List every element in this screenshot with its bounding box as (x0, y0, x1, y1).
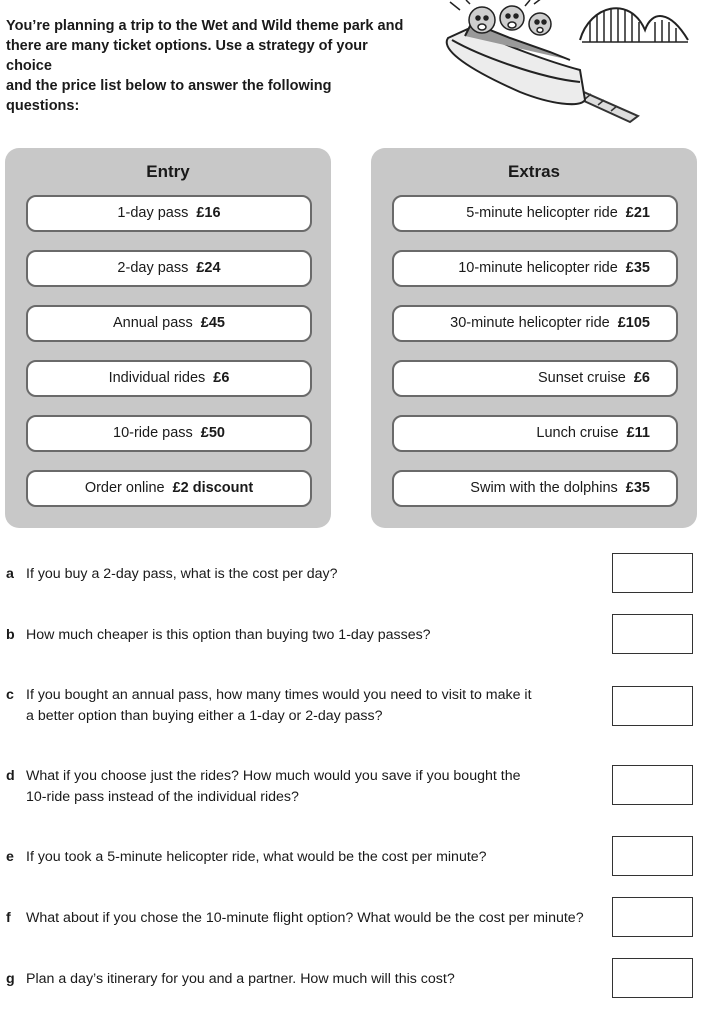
entry-item-label: 2-day pass (117, 260, 189, 276)
extras-item-label: Swim with the dolphins (470, 480, 618, 496)
extras-item-price: £11 (626, 425, 650, 441)
entry-item-price: £6 (213, 370, 230, 386)
question-line: How much cheaper is this option than buying two 1-day passes? (26, 627, 431, 643)
question-line: 10-ride pass instead of the individual rides? (26, 789, 299, 805)
answer-box-f[interactable] (612, 897, 693, 937)
entry-item (26, 470, 312, 507)
extras-item-label: 30-minute helicopter ride (450, 315, 610, 331)
extras-item (392, 360, 678, 397)
entry-item (26, 360, 312, 397)
answer-box-c[interactable] (612, 686, 693, 726)
answer-box-d[interactable] (612, 765, 693, 805)
extras-item-price: £105 (617, 315, 650, 331)
entry-item-price: £16 (196, 205, 221, 221)
question-line: What about if you chose the 10-minute flight option? What would be the cost per minute? (26, 910, 584, 926)
extras-item-price: £35 (625, 480, 650, 496)
extras-item-label: Sunset cruise (538, 370, 626, 386)
question-text (26, 969, 626, 990)
question-letter: b (6, 627, 15, 643)
question-letter: f (6, 910, 11, 926)
extras-item-label: 5-minute helicopter ride (466, 205, 618, 221)
question-text (26, 564, 626, 585)
question-letter: a (6, 566, 14, 582)
answer-box-g[interactable] (612, 958, 693, 998)
intro-line-1: You’re planning a trip to the Wet and Wild theme park and (6, 18, 404, 34)
question-line: Plan a day’s itinerary for you and a partner. How much will this cost? (26, 971, 455, 987)
question-letter: d (6, 768, 15, 784)
track-supports-icon (580, 8, 688, 42)
intro-text (6, 16, 406, 116)
entry-item-label: 10-ride pass (113, 425, 193, 441)
question-text (26, 908, 626, 929)
question-line: If you bought an annual pass, how many times would you need to visit to make it (26, 687, 532, 703)
entry-item-label: 1-day pass (117, 205, 189, 221)
rollercoaster-illustration (430, 0, 700, 128)
entry-item-label: Individual rides (108, 370, 206, 386)
entry-item-price: £50 (200, 425, 225, 441)
question-line: What if you choose just the rides? How much would you save if you bought the (26, 768, 521, 784)
extras-item-label: 10-minute helicopter ride (458, 260, 618, 276)
extras-item (392, 305, 678, 342)
extras-item-price: £6 (633, 370, 650, 386)
extras-item-price: £21 (625, 205, 650, 221)
entry-item (26, 195, 312, 232)
entry-title: Entry (146, 162, 190, 181)
answer-box-e[interactable] (612, 836, 693, 876)
question-text (26, 625, 626, 646)
extras-item-label: Lunch cruise (536, 425, 619, 441)
entry-panel (5, 148, 331, 528)
entry-item-price: £2 discount (172, 480, 254, 496)
entry-item (26, 305, 312, 342)
question-text (26, 685, 626, 727)
entry-item-price: £24 (196, 260, 221, 276)
extras-item (392, 415, 678, 452)
question-text (26, 847, 626, 868)
question-line: If you buy a 2-day pass, what is the cost per day? (26, 566, 338, 582)
intro-line-3: and the price list below to answer the following questions: (6, 78, 332, 114)
answer-box-a[interactable] (612, 553, 693, 593)
extras-item (392, 195, 678, 232)
extras-title: Extras (508, 162, 560, 181)
question-letter: g (6, 971, 15, 987)
extras-panel (371, 148, 697, 528)
entry-item-label: Order online (84, 480, 165, 496)
question-line: If you took a 5-minute helicopter ride, what would be the cost per minute? (26, 849, 487, 865)
extras-item-price: £35 (625, 260, 650, 276)
entry-item (26, 415, 312, 452)
entry-item (26, 250, 312, 287)
question-letter: e (6, 849, 14, 865)
intro-line-2: there are many ticket options. Use a strategy of your choice (6, 38, 368, 74)
extras-item (392, 250, 678, 287)
answer-box-b[interactable] (612, 614, 693, 654)
question-line: a better option than buying either a 1-day or 2-day pass? (26, 708, 383, 724)
extras-item (392, 470, 678, 507)
entry-item-label: Annual pass (112, 315, 193, 331)
question-text (26, 766, 626, 808)
question-letter: c (6, 687, 14, 703)
coaster-cart-icon (447, 26, 585, 104)
entry-item-price: £45 (200, 315, 225, 331)
